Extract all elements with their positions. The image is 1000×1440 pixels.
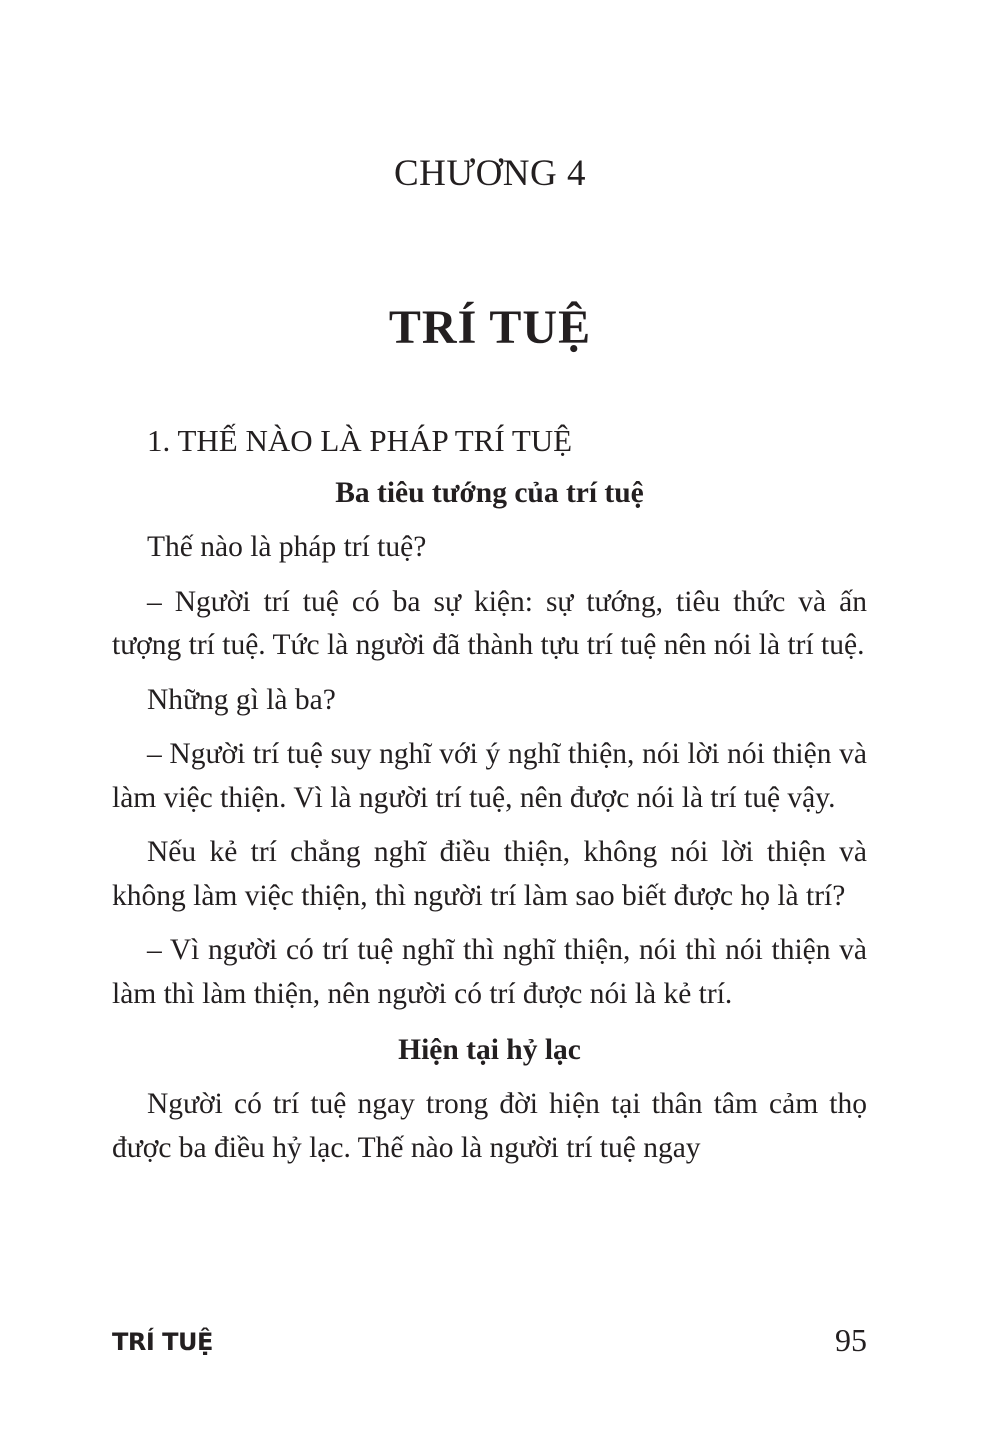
subsection-heading: Ba tiêu tướng của trí tuệ (335, 477, 644, 509)
paragraph: – Người trí tuệ suy nghĩ với ý nghĩ thiện, nói lời nói thiện và làm việc thiện. Vì là người trí tuệ, nên được nói là trí tuệ vậy. (112, 738, 867, 814)
chapter-title: TRÍ TUỆ (388, 301, 592, 354)
page-body (112, 418, 867, 1181)
page-footer (112, 1322, 867, 1368)
subsection-heading: Hiện tại hỷ lạc (398, 1034, 581, 1066)
paragraph: Những gì là ba? (147, 683, 336, 716)
chapter-label: CHƯƠNG 4 (393, 153, 587, 194)
paragraph: Thế nào là pháp trí tuệ? (147, 531, 427, 563)
paragraph: Người có trí tuệ ngay trong đời hiện tại thân tâm cảm thọ được ba điều hỷ lạc. Thế nào là người trí tuệ ngay (112, 1088, 867, 1164)
paragraph: Nếu kẻ trí chẳng nghĩ điều thiện, không nói lời thiện và không làm việc thiện, thì người trí làm sao biết được họ là trí? (112, 836, 867, 912)
page-number: 95 (835, 1322, 867, 1358)
running-title: TRÍ TUỆ (112, 1328, 213, 1356)
paragraph: – Người trí tuệ có ba sự kiện: sự tướng, tiêu thức và ấn tượng trí tuệ. Tức là người đã thành tựu trí tuệ nên nói là trí tuệ. (112, 585, 867, 661)
section-heading: 1. THẾ NÀO LÀ PHÁP TRÍ TUỆ (147, 423, 573, 458)
paragraph: – Vì người có trí tuệ nghĩ thì nghĩ thiện, nói thì nói thiện và làm thì làm thiện, nên người có trí được nói là kẻ trí. (112, 934, 867, 1010)
